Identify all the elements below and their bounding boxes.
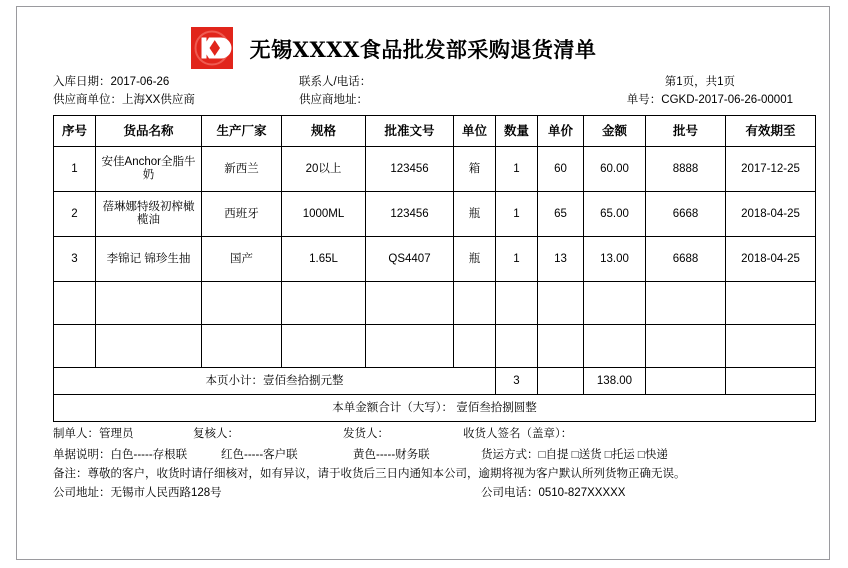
cell-name: 蓓琳娜特级初榨橄榄油 (96, 192, 202, 237)
col-header-price: 单价 (538, 116, 584, 147)
receiver-signature: 收货人签名（盖章）： (463, 428, 573, 440)
shipper-signature: 发货人： (343, 428, 389, 440)
company-phone: 公司电话：0510-827XXXXX (481, 487, 626, 499)
cell-expiry: 2018-04-25 (726, 192, 816, 237)
cell-approval: 123456 (366, 147, 454, 192)
subtotal-batch (646, 368, 726, 395)
subtotal-expiry (726, 368, 816, 395)
col-header-batch: 批号 (646, 116, 726, 147)
col-header-maker: 生产厂家 (202, 116, 282, 147)
table-row (54, 147, 816, 192)
company-address: 公司地址：无锡市人民西路128号 (53, 487, 222, 499)
cell-name: 安佳Anchor全脂牛奶 (96, 147, 202, 192)
subtotal-qty: 3 (496, 368, 538, 395)
cell-batch: 8888 (646, 147, 726, 192)
table-row-empty (54, 282, 816, 325)
cell-amount: 65.00 (584, 192, 646, 237)
cell-empty (538, 325, 584, 368)
cell-empty (96, 325, 202, 368)
document-title: 无锡XXXX食品批发部采购退货清单 (249, 37, 597, 62)
supplier-name: 供应商单位：上海XX供应商 (53, 94, 195, 106)
cell-price: 65 (538, 192, 584, 237)
cell-empty (726, 325, 816, 368)
page-inner (17, 7, 829, 559)
subtotal-row (54, 368, 816, 395)
cell-unit: 箱 (454, 147, 496, 192)
cell-empty (646, 325, 726, 368)
checker-signature: 复核人： (193, 428, 239, 440)
header-meta-row-1 (53, 73, 793, 91)
cell-amount: 60.00 (584, 147, 646, 192)
cell-empty (496, 282, 538, 325)
col-header-unit: 单位 (454, 116, 496, 147)
table-row (54, 192, 816, 237)
cell-unit: 瓶 (454, 237, 496, 282)
voucher-line (53, 446, 793, 465)
cell-approval: 123456 (366, 192, 454, 237)
header-meta-row-2 (53, 91, 793, 109)
contact-phone: 联系人/电话： (299, 76, 372, 88)
cell-expiry: 2017-12-25 (726, 147, 816, 192)
subtotal-price (538, 368, 584, 395)
page-info: 第1页，共1页 (664, 76, 735, 88)
subtotal-amount: 138.00 (584, 368, 646, 395)
cell-empty (96, 282, 202, 325)
table-header-row (54, 116, 816, 147)
col-header-spec: 规格 (282, 116, 366, 147)
shipping-methods: 货运方式：□自提 □送货 □托运 □快递 (481, 449, 668, 461)
supplier-address: 供应商地址： (299, 94, 368, 106)
cell-spec: 1000ML (282, 192, 366, 237)
cell-empty (282, 282, 366, 325)
col-header-qty: 数量 (496, 116, 538, 147)
maker-signature: 制单人：管理员 (53, 428, 134, 440)
invoice-page (16, 6, 830, 560)
grand-total-row (54, 395, 816, 422)
inbound-date: 入库日期：2017-06-26 (53, 76, 170, 88)
cell-expiry: 2018-04-25 (726, 237, 816, 282)
cell-batch: 6688 (646, 237, 726, 282)
cell-amount: 13.00 (584, 237, 646, 282)
signature-row (53, 422, 793, 446)
voucher-red: 红色-----客户联 (221, 449, 298, 461)
cell-spec: 1.65L (282, 237, 366, 282)
cell-batch: 6668 (646, 192, 726, 237)
cell-maker: 新西兰 (202, 147, 282, 192)
remark-text: 备注：尊敬的客户，收货时请仔细核对，如有异议，请于收货后三日内通知本公司，逾期将视为客户默认所列货物正确无误。 (53, 468, 686, 480)
cell-maker: 西班牙 (202, 192, 282, 237)
cell-maker: 国产 (202, 237, 282, 282)
cell-price: 13 (538, 237, 584, 282)
cell-empty (366, 325, 454, 368)
cell-empty (202, 282, 282, 325)
goods-table (53, 115, 816, 422)
cell-empty (454, 282, 496, 325)
order-number: 单号：CGKD-2017-06-26-00001 (626, 94, 793, 106)
cell-qty: 1 (496, 192, 538, 237)
header-meta (53, 73, 793, 113)
grand-total-label: 本单金额合计（大写）： 壹佰叁拾捌圆整 (54, 395, 816, 422)
cell-empty (54, 325, 96, 368)
col-header-approval: 批准文号 (366, 116, 454, 147)
cell-qty: 1 (496, 147, 538, 192)
cell-no: 1 (54, 147, 96, 192)
cell-empty (584, 325, 646, 368)
cell-empty (54, 282, 96, 325)
company-line (53, 484, 793, 503)
voucher-white: 单据说明：白色-----存根联 (53, 449, 188, 461)
cell-empty (538, 282, 584, 325)
col-header-no: 序号 (54, 116, 96, 147)
col-header-name: 货品名称 (96, 116, 202, 147)
cell-empty (202, 325, 282, 368)
cell-empty (726, 282, 816, 325)
cell-unit: 瓶 (454, 192, 496, 237)
cell-approval: QS4407 (366, 237, 454, 282)
cell-spec: 20以上 (282, 147, 366, 192)
title-zone (53, 7, 793, 69)
cell-empty (496, 325, 538, 368)
cell-qty: 1 (496, 237, 538, 282)
voucher-yellow: 黄色-----财务联 (353, 449, 430, 461)
subtotal-label: 本页小计：壹佰叁拾捌元整 (54, 368, 496, 395)
cell-empty (454, 325, 496, 368)
table-row (54, 237, 816, 282)
table-row-empty (54, 325, 816, 368)
cell-empty (584, 282, 646, 325)
col-header-expiry: 有效期至 (726, 116, 816, 147)
cell-empty (282, 325, 366, 368)
col-header-amount: 金额 (584, 116, 646, 147)
cell-price: 60 (538, 147, 584, 192)
footer-notes (53, 446, 793, 503)
cell-name: 李锦记 锦珍生抽 (96, 237, 202, 282)
cell-no: 2 (54, 192, 96, 237)
cell-no: 3 (54, 237, 96, 282)
remark-line (53, 465, 793, 484)
cell-empty (646, 282, 726, 325)
cell-empty (366, 282, 454, 325)
